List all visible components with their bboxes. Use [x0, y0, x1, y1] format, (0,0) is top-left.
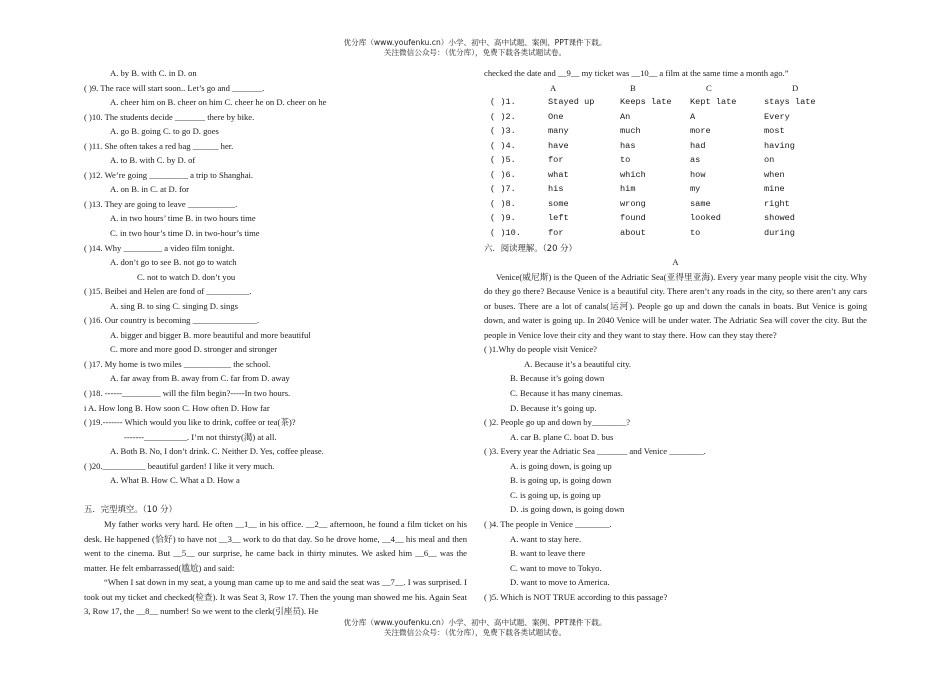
question-line: A. sing B. to sing C. singing D. sings	[110, 300, 238, 311]
option-number: ( )6.	[490, 169, 516, 180]
question-line: D. .is going down, is going down	[510, 504, 625, 515]
option-d: most	[764, 126, 785, 137]
question-line: A. by B. with C. in D. on	[110, 68, 197, 78]
question-line: A. go B. going C. to go D. goes	[110, 126, 219, 137]
question-line: ( )10. The students decide _______ there by bike.	[84, 111, 255, 122]
option-a: left	[548, 213, 569, 224]
option-d: right	[764, 198, 790, 209]
option-d: showed	[764, 213, 795, 224]
option-d: Every	[764, 111, 790, 122]
question-line: ( )5. Which is NOT TRUE according to this passage?	[484, 591, 668, 602]
table-row	[484, 139, 867, 154]
question-line: ( )17. My home is two miles ___________ the school.	[84, 358, 271, 369]
cloze-paragraph-1: My father works very hard. He often __1__ in his office. __2__ afternoon, he found a film ticket on his desk. He happened (恰好) to have not __3__ work to do that day. So he drove home, __4__ his meal and then went to the cinema. But __5__ our surprise, he came back in thirty minutes. We asked him __6__ was the matter. He felt embarrassed(尴尬) and said:	[84, 518, 467, 573]
option-b: found	[620, 213, 646, 224]
question-line: ( )15. Beibei and Helen are fond of __________.	[84, 286, 252, 297]
option-a: for	[548, 155, 564, 166]
right-column	[484, 66, 867, 604]
question-line: A. What B. How C. What a D. How a	[110, 475, 240, 486]
question-line: A. car B. plane C. boat D. bus	[510, 431, 614, 442]
table-row	[484, 153, 867, 168]
header-line-2: 关注微信公众号：（优分库），免费下载各类试题试卷。	[383, 48, 567, 57]
question-line: B. is going up, is going down	[510, 475, 612, 486]
table-row	[484, 182, 867, 197]
question-line: A. don’t go to see B. not go to watch	[110, 257, 237, 268]
option-number: ( )4.	[490, 140, 516, 151]
option-number: ( )5.	[490, 155, 516, 166]
question-line: A. in two hours’ time B. in two hours time	[110, 213, 256, 224]
question-line: ( )1.Why do people visit Venice?	[484, 344, 597, 355]
option-a: for	[548, 228, 564, 239]
table-row	[484, 226, 867, 241]
table-header-row	[484, 81, 867, 96]
option-number: ( )7.	[490, 184, 516, 195]
option-d: on	[764, 155, 775, 166]
option-number: ( )3.	[490, 126, 516, 137]
table-row	[484, 124, 867, 139]
question-line: A. on B. in C. at D. for	[110, 184, 190, 195]
option-a: some	[548, 198, 569, 209]
option-d: during	[764, 228, 795, 239]
column-header-a: A	[550, 82, 557, 93]
option-b: An	[620, 111, 631, 122]
option-c: Kept late	[690, 97, 737, 108]
option-number: ( )10.	[490, 228, 521, 239]
question-line: B. want to leave there	[510, 548, 586, 559]
question-line: D. want to move to America.	[510, 577, 610, 588]
question-line: ( )14. Why _________ a video film tonight.	[84, 242, 235, 253]
question-line: A. Both B. No, I don’t drink. C. Neither D. Yes, coffee please.	[110, 446, 324, 457]
table-row	[484, 168, 867, 183]
question-line: A. cheer him on B. cheer on him C. cheer he on D. cheer on he	[110, 97, 327, 108]
option-d: mine	[764, 184, 785, 195]
column-header-b: B	[630, 82, 636, 93]
option-d: stays late	[764, 97, 816, 108]
option-d: having	[764, 140, 795, 151]
option-b: about	[620, 228, 646, 239]
option-c: to	[690, 228, 701, 239]
reading-questions	[484, 342, 867, 604]
option-b: to	[620, 155, 631, 166]
question-line: i A. How long B. How soon C. How often D. How far	[84, 402, 270, 413]
option-c: looked	[690, 213, 721, 224]
option-b: which	[620, 169, 646, 180]
column-header-c: C	[706, 82, 712, 93]
multiple-choice-section	[84, 66, 467, 488]
question-line: C. want to move to Tokyo.	[510, 562, 602, 573]
question-line: ( )13. They are going to leave ___________.	[84, 198, 238, 209]
question-line: ( )12. We’re going _________ a trip to Shanghai.	[84, 169, 254, 180]
reading-title: 六．阅读理解。（20 分）	[484, 242, 577, 253]
option-b: Keeps late	[620, 97, 672, 108]
question-line: ( )16. Our country is becoming _______________.	[84, 315, 260, 326]
table-row	[484, 211, 867, 226]
option-a: have	[548, 140, 569, 151]
header-line-1: 优分库（www.youfenku.cn）小学、初中、高中试题、案例、PPT课件下载。	[343, 38, 607, 47]
column-header-d: D	[792, 82, 799, 93]
table-row	[484, 110, 867, 125]
option-number: ( )2.	[490, 111, 516, 122]
option-c: how	[690, 169, 706, 180]
footer-line-1: 优分库（www.youfenku.cn）小学、初中、高中试题、案例、PPT课件下载。	[343, 618, 607, 627]
option-number: ( )8.	[490, 198, 516, 209]
option-a: One	[548, 111, 564, 122]
option-number: ( )1.	[490, 97, 516, 108]
left-column	[84, 66, 467, 619]
question-line: C. more and more good D. stronger and stronger	[110, 344, 278, 355]
option-c: as	[690, 155, 701, 166]
question-line: ( )2. People go up and down by________?	[484, 417, 631, 428]
option-c: A	[690, 111, 696, 122]
question-line: A. Because it’s a beautiful city.	[524, 358, 632, 369]
option-b: much	[620, 126, 641, 137]
option-c: more	[690, 126, 711, 137]
page-header	[0, 38, 950, 58]
question-line: C. in two hour’s time D. in two-hour’s time	[110, 228, 260, 239]
option-c: had	[690, 140, 706, 151]
question-line: -------__________. I’m not thirsty(渴) at all.	[124, 431, 277, 442]
page-footer	[0, 618, 950, 638]
question-line: ( )4. The people in Venice ________.	[484, 518, 612, 529]
cloze-options-table	[484, 81, 867, 241]
footer-line-2: 关注微信公众号：（优分库），免费下载各类试题试卷。	[383, 628, 567, 637]
option-a: his	[548, 184, 564, 195]
option-a: what	[548, 169, 569, 180]
option-a: Stayed up	[548, 97, 595, 108]
option-number: ( )9.	[490, 213, 516, 224]
question-line: ( )20.__________ beautiful garden! I like it very much.	[84, 460, 275, 471]
reading-passage: Venice(威尼斯) is the Queen of the Adriatic Sea(亚得里亚海). Every year many people visit the city. Why do they go there? Because Venice is a beautiful city. There aren’t any roads in the city, so there aren’t any cars or buses. There are a lot of canals(运河). People go up and down the canals in boats. But Venice is going down, and water is going up. In 2040 Venice will be under water. The Adriatic Sea will cover the city. But the people in Venice love their city and they want to stay there. How can they stay there?	[484, 271, 867, 340]
option-b: has	[620, 140, 636, 151]
question-line: C. not to watch D. don’t you	[137, 271, 236, 282]
question-line: A. bigger and bigger B. more beautiful and more beautiful	[110, 329, 311, 340]
question-line: A. want to stay here.	[510, 533, 582, 544]
question-line: ( )9. The race will start soon.. Let’s go and _______.	[84, 82, 265, 93]
option-a: many	[548, 126, 569, 137]
option-d: when	[764, 169, 785, 180]
question-line: B. Because it’s going down	[510, 373, 605, 384]
question-line: C. Because it has many cinemas.	[510, 388, 623, 399]
option-c: my	[690, 184, 701, 195]
option-b: wrong	[620, 198, 646, 209]
table-row	[484, 95, 867, 110]
question-line: A. is going down, is going up	[510, 460, 612, 471]
question-line: C. is going up, is going up	[510, 489, 601, 500]
passage-label: A	[672, 257, 679, 268]
table-row	[484, 197, 867, 212]
cloze-continuation: checked the date and __9__ my ticket was __10__ a film at the same time a month ago.”	[484, 68, 789, 78]
question-line: ( )19.------- Which would you like to drink, coffee or tea(茶)?	[84, 417, 296, 428]
question-line: D. Because it’s going up.	[510, 402, 597, 413]
question-line: A. far away from B. away from C. far from D. away	[110, 373, 290, 384]
question-line: ( )3. Every year the Adriatic Sea _______ and Venice ________.	[484, 446, 706, 457]
option-c: same	[690, 198, 711, 209]
question-line: A. to B. with C. by D. of	[110, 155, 196, 166]
question-line: ( )11. She often takes a red bag ______ her.	[84, 140, 234, 151]
question-line: ( )18. ------_________ will the film begin?-----In two hours.	[84, 388, 291, 399]
cloze-title: 五．完型填空。（10 分）	[84, 504, 177, 515]
cloze-paragraph-2: “When I sat down in my seat, a young man came up to me and said the seat was __7__. I was surprised. I took out my ticket and checked(检查). It was Seat 3, Row 17. Then the young man showed me his. Again Seat 3, Row 17, the __8__ number! So we went to the clerk(引座员). He	[84, 577, 467, 617]
option-b: him	[620, 184, 636, 195]
